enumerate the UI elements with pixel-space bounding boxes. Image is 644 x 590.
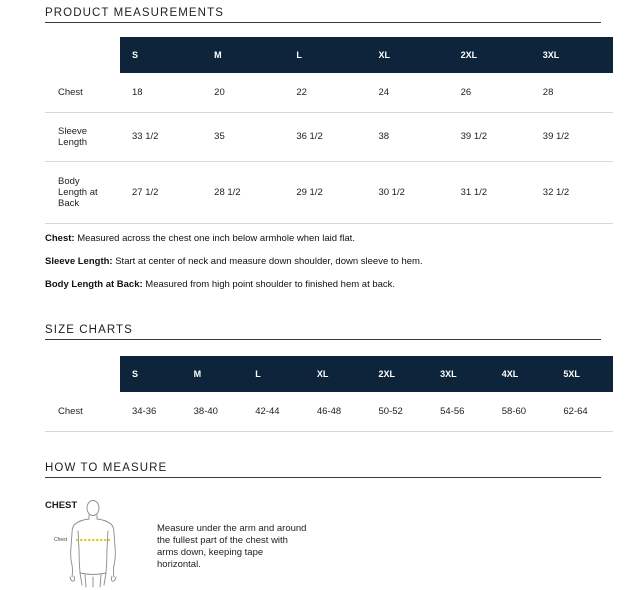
size-header-cell: L — [243, 356, 305, 392]
table-row — [45, 392, 613, 431]
note-term: Chest: — [45, 233, 75, 244]
size-header-row — [45, 356, 613, 392]
chest-figure-label: Chest — [54, 537, 68, 543]
chest-description: Measure under the arm and around the fullest part of the chest with arms down, keeping tape horizontal. — [157, 523, 307, 570]
table-cell: 29 1/2 — [284, 161, 366, 223]
table-cell: 28 — [531, 73, 613, 112]
size-charts-title: SIZE CHARTS — [45, 324, 601, 340]
note-text: Measured from high point shoulder to finished hem at back. — [142, 279, 396, 290]
size-header-row — [45, 37, 613, 73]
size-header-cell: M — [182, 356, 244, 392]
table-cell: 39 1/2 — [449, 112, 531, 161]
size-header-cell: M — [202, 37, 284, 73]
size-header-cell: XL — [305, 356, 367, 392]
size-header-cell: 4XL — [490, 356, 552, 392]
row-label: Body Length at Back — [45, 161, 120, 223]
note-chest — [45, 233, 423, 245]
row-label: Chest — [45, 392, 120, 431]
table-cell: 58-60 — [490, 392, 552, 431]
note-term: Body Length at Back: — [45, 279, 143, 290]
size-header-cell: XL — [366, 37, 448, 73]
table-cell: 22 — [284, 73, 366, 112]
size-header-cell: S — [120, 356, 182, 392]
table-cell: 38 — [366, 112, 448, 161]
table-row — [45, 112, 613, 161]
product-measurements-table — [45, 37, 613, 224]
table-cell: 32 1/2 — [531, 161, 613, 223]
table-cell: 62-64 — [551, 392, 613, 431]
size-header-cell: 3XL — [531, 37, 613, 73]
size-header-cell: 2XL — [367, 356, 429, 392]
table-cell: 54-56 — [428, 392, 490, 431]
table-cell: 36 1/2 — [284, 112, 366, 161]
table-cell: 34-36 — [120, 392, 182, 431]
table-cell: 18 — [120, 73, 202, 112]
table-cell: 20 — [202, 73, 284, 112]
product-measurements-title: PRODUCT MEASUREMENTS — [45, 7, 601, 23]
note-sleeve-length — [45, 256, 423, 268]
how-to-measure-title: HOW TO MEASURE — [45, 462, 601, 478]
note-term: Sleeve Length: — [45, 256, 113, 267]
table-cell: 24 — [366, 73, 448, 112]
table-cell: 50-52 — [367, 392, 429, 431]
table-cell: 38-40 — [182, 392, 244, 431]
chest-heading: CHEST — [45, 500, 78, 511]
row-label: Chest — [45, 73, 120, 112]
table-cell: 42-44 — [243, 392, 305, 431]
table-cell: 26 — [449, 73, 531, 112]
table-cell: 27 1/2 — [120, 161, 202, 223]
note-text: Measured across the chest one inch below armhole when laid flat. — [74, 233, 355, 244]
table-cell: 31 1/2 — [449, 161, 531, 223]
note-text: Start at center of neck and measure down shoulder, down sleeve to hem. — [112, 256, 423, 267]
size-charts-table — [45, 356, 613, 432]
table-cell: 46-48 — [305, 392, 367, 431]
size-header-cell: 5XL — [551, 356, 613, 392]
table-cell: 28 1/2 — [202, 161, 284, 223]
measurement-notes — [45, 233, 423, 302]
row-label: Sleeve Length — [45, 112, 120, 161]
table-cell: 39 1/2 — [531, 112, 613, 161]
table-cell: 30 1/2 — [366, 161, 448, 223]
table-row — [45, 161, 613, 223]
note-body-length — [45, 279, 423, 291]
table-cell: 33 1/2 — [120, 112, 202, 161]
size-header-cell: 3XL — [428, 356, 490, 392]
table-row — [45, 73, 613, 112]
header-blank-cell — [45, 37, 120, 73]
table-cell: 35 — [202, 112, 284, 161]
size-header-cell: S — [120, 37, 202, 73]
header-blank-cell — [45, 356, 120, 392]
size-header-cell: L — [284, 37, 366, 73]
size-header-cell: 2XL — [449, 37, 531, 73]
